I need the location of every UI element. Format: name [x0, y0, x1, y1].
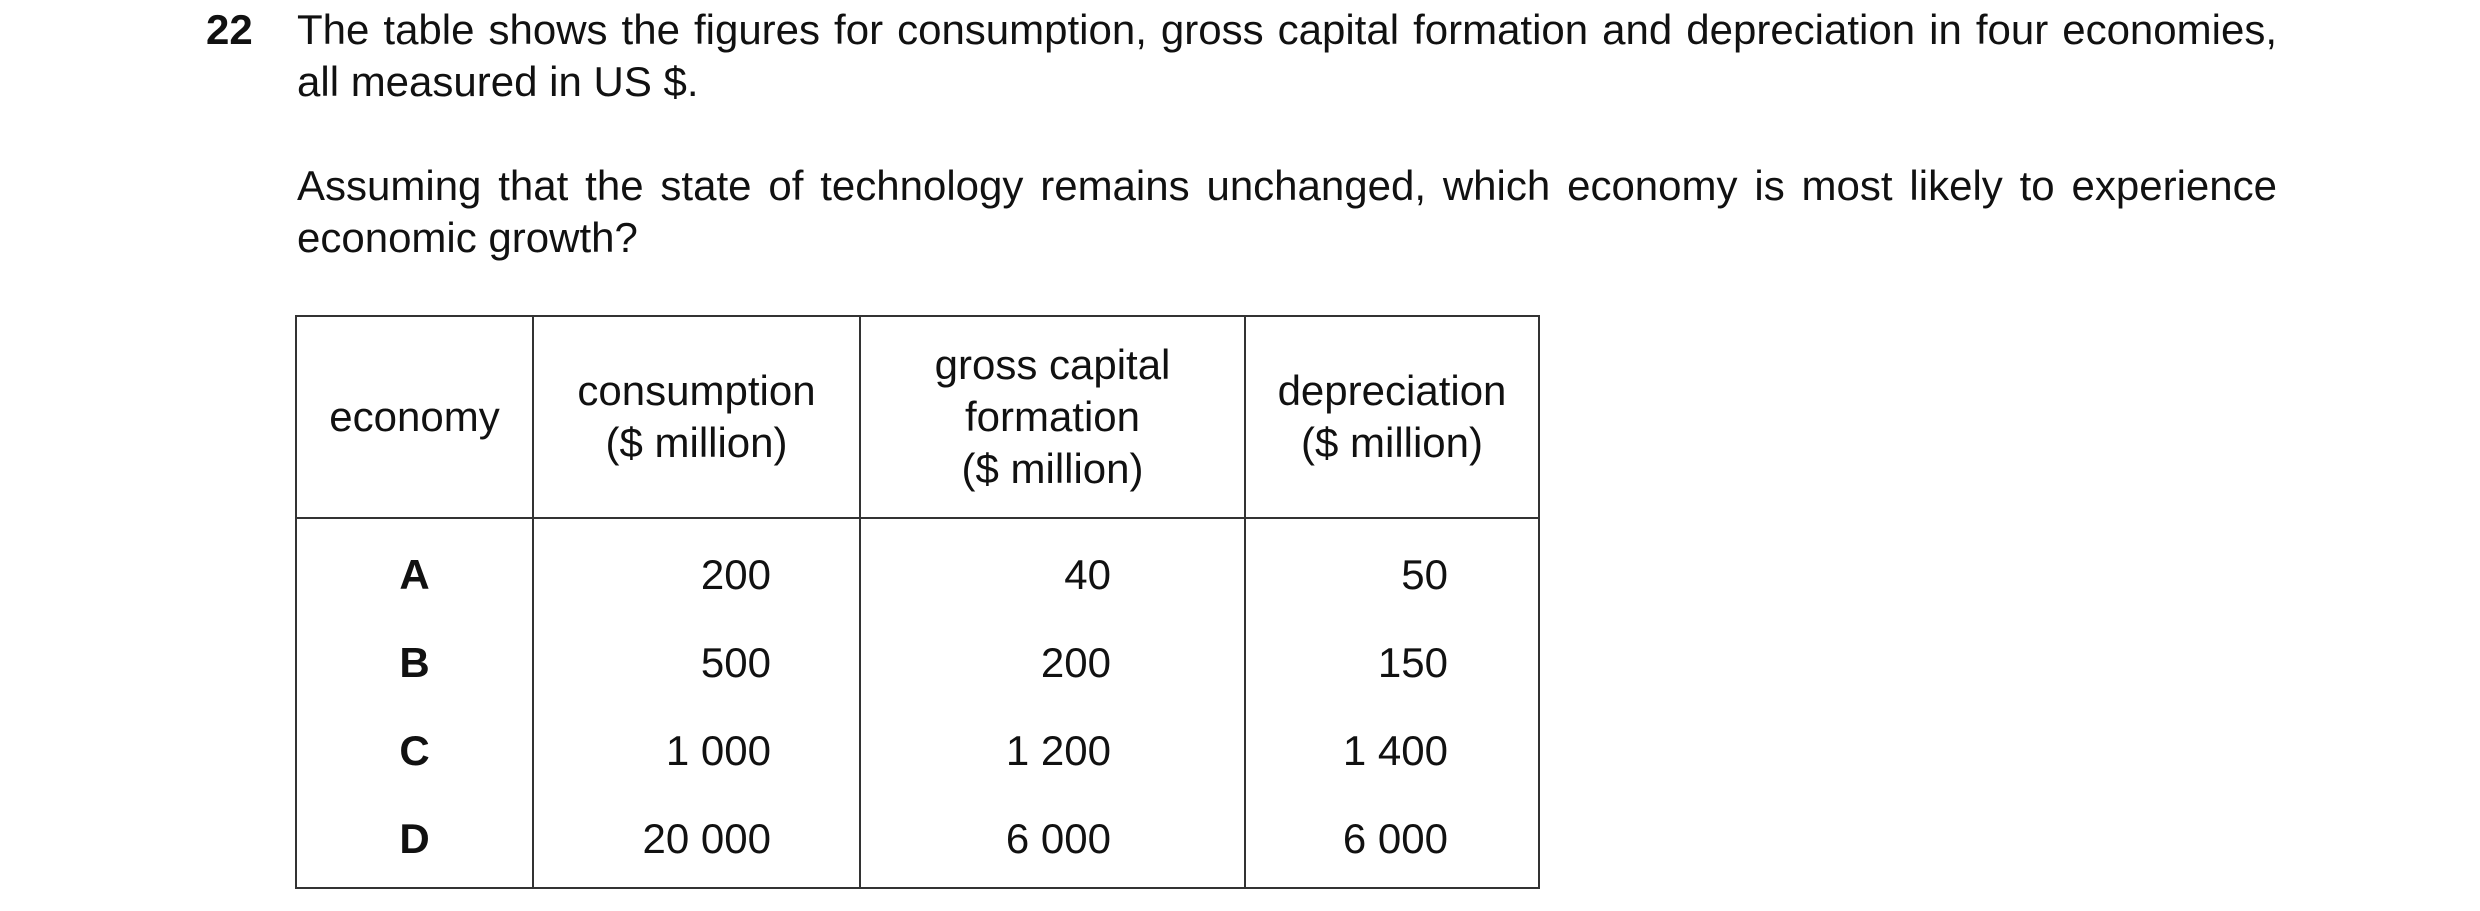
table-row: [296, 795, 1539, 888]
depreciation-value: 50: [1245, 518, 1539, 619]
header-economy: [296, 316, 533, 518]
depreciation-value: 1 400: [1245, 707, 1539, 795]
economy-data-table: [295, 315, 1540, 889]
consumption-value: 20 000: [533, 795, 860, 888]
table-header-row: [296, 316, 1539, 518]
gross-capital-formation-value: 40: [860, 518, 1245, 619]
economy-label: B: [296, 619, 533, 707]
gross-capital-formation-value: 1 200: [860, 707, 1245, 795]
question-number: 22: [206, 6, 253, 53]
gross-capital-formation-value: 200: [860, 619, 1245, 707]
consumption-value: 1 000: [533, 707, 860, 795]
consumption-value: 500: [533, 619, 860, 707]
header-gcf-line-2: formation: [964, 393, 1141, 440]
header-consumption-line-2: ($ million): [605, 419, 788, 466]
header-depreciation: [1245, 316, 1539, 518]
consumption-value: 200: [533, 518, 860, 619]
header-gcf-line-1: gross capital: [934, 341, 1171, 388]
question-prompt: Assuming that the state of technology remains unchanged, which economy is most likely to experience economic growth?: [297, 162, 2277, 261]
depreciation-value: 150: [1245, 619, 1539, 707]
depreciation-value: 6 000: [1245, 795, 1539, 888]
header-depreciation-line-2: ($ million): [1300, 419, 1484, 466]
economy-label: D: [296, 795, 533, 888]
table-row: [296, 619, 1539, 707]
table-row: [296, 518, 1539, 619]
header-consumption: [533, 316, 860, 518]
header-depreciation-line-1: depreciation: [1277, 367, 1507, 414]
economy-label: C: [296, 707, 533, 795]
gross-capital-formation-value: 6 000: [860, 795, 1245, 888]
header-gross-capital-formation: [860, 316, 1245, 518]
header-gcf-line-3: ($ million): [961, 445, 1144, 492]
table-row: [296, 707, 1539, 795]
header-consumption-line-1: consumption: [577, 367, 816, 414]
header-economy-line-1: economy: [329, 393, 500, 440]
question-stem: The table shows the figures for consumption, gross capital formation and depreciation in four economies, all measured in US $.: [297, 6, 2277, 105]
economy-label: A: [296, 518, 533, 619]
